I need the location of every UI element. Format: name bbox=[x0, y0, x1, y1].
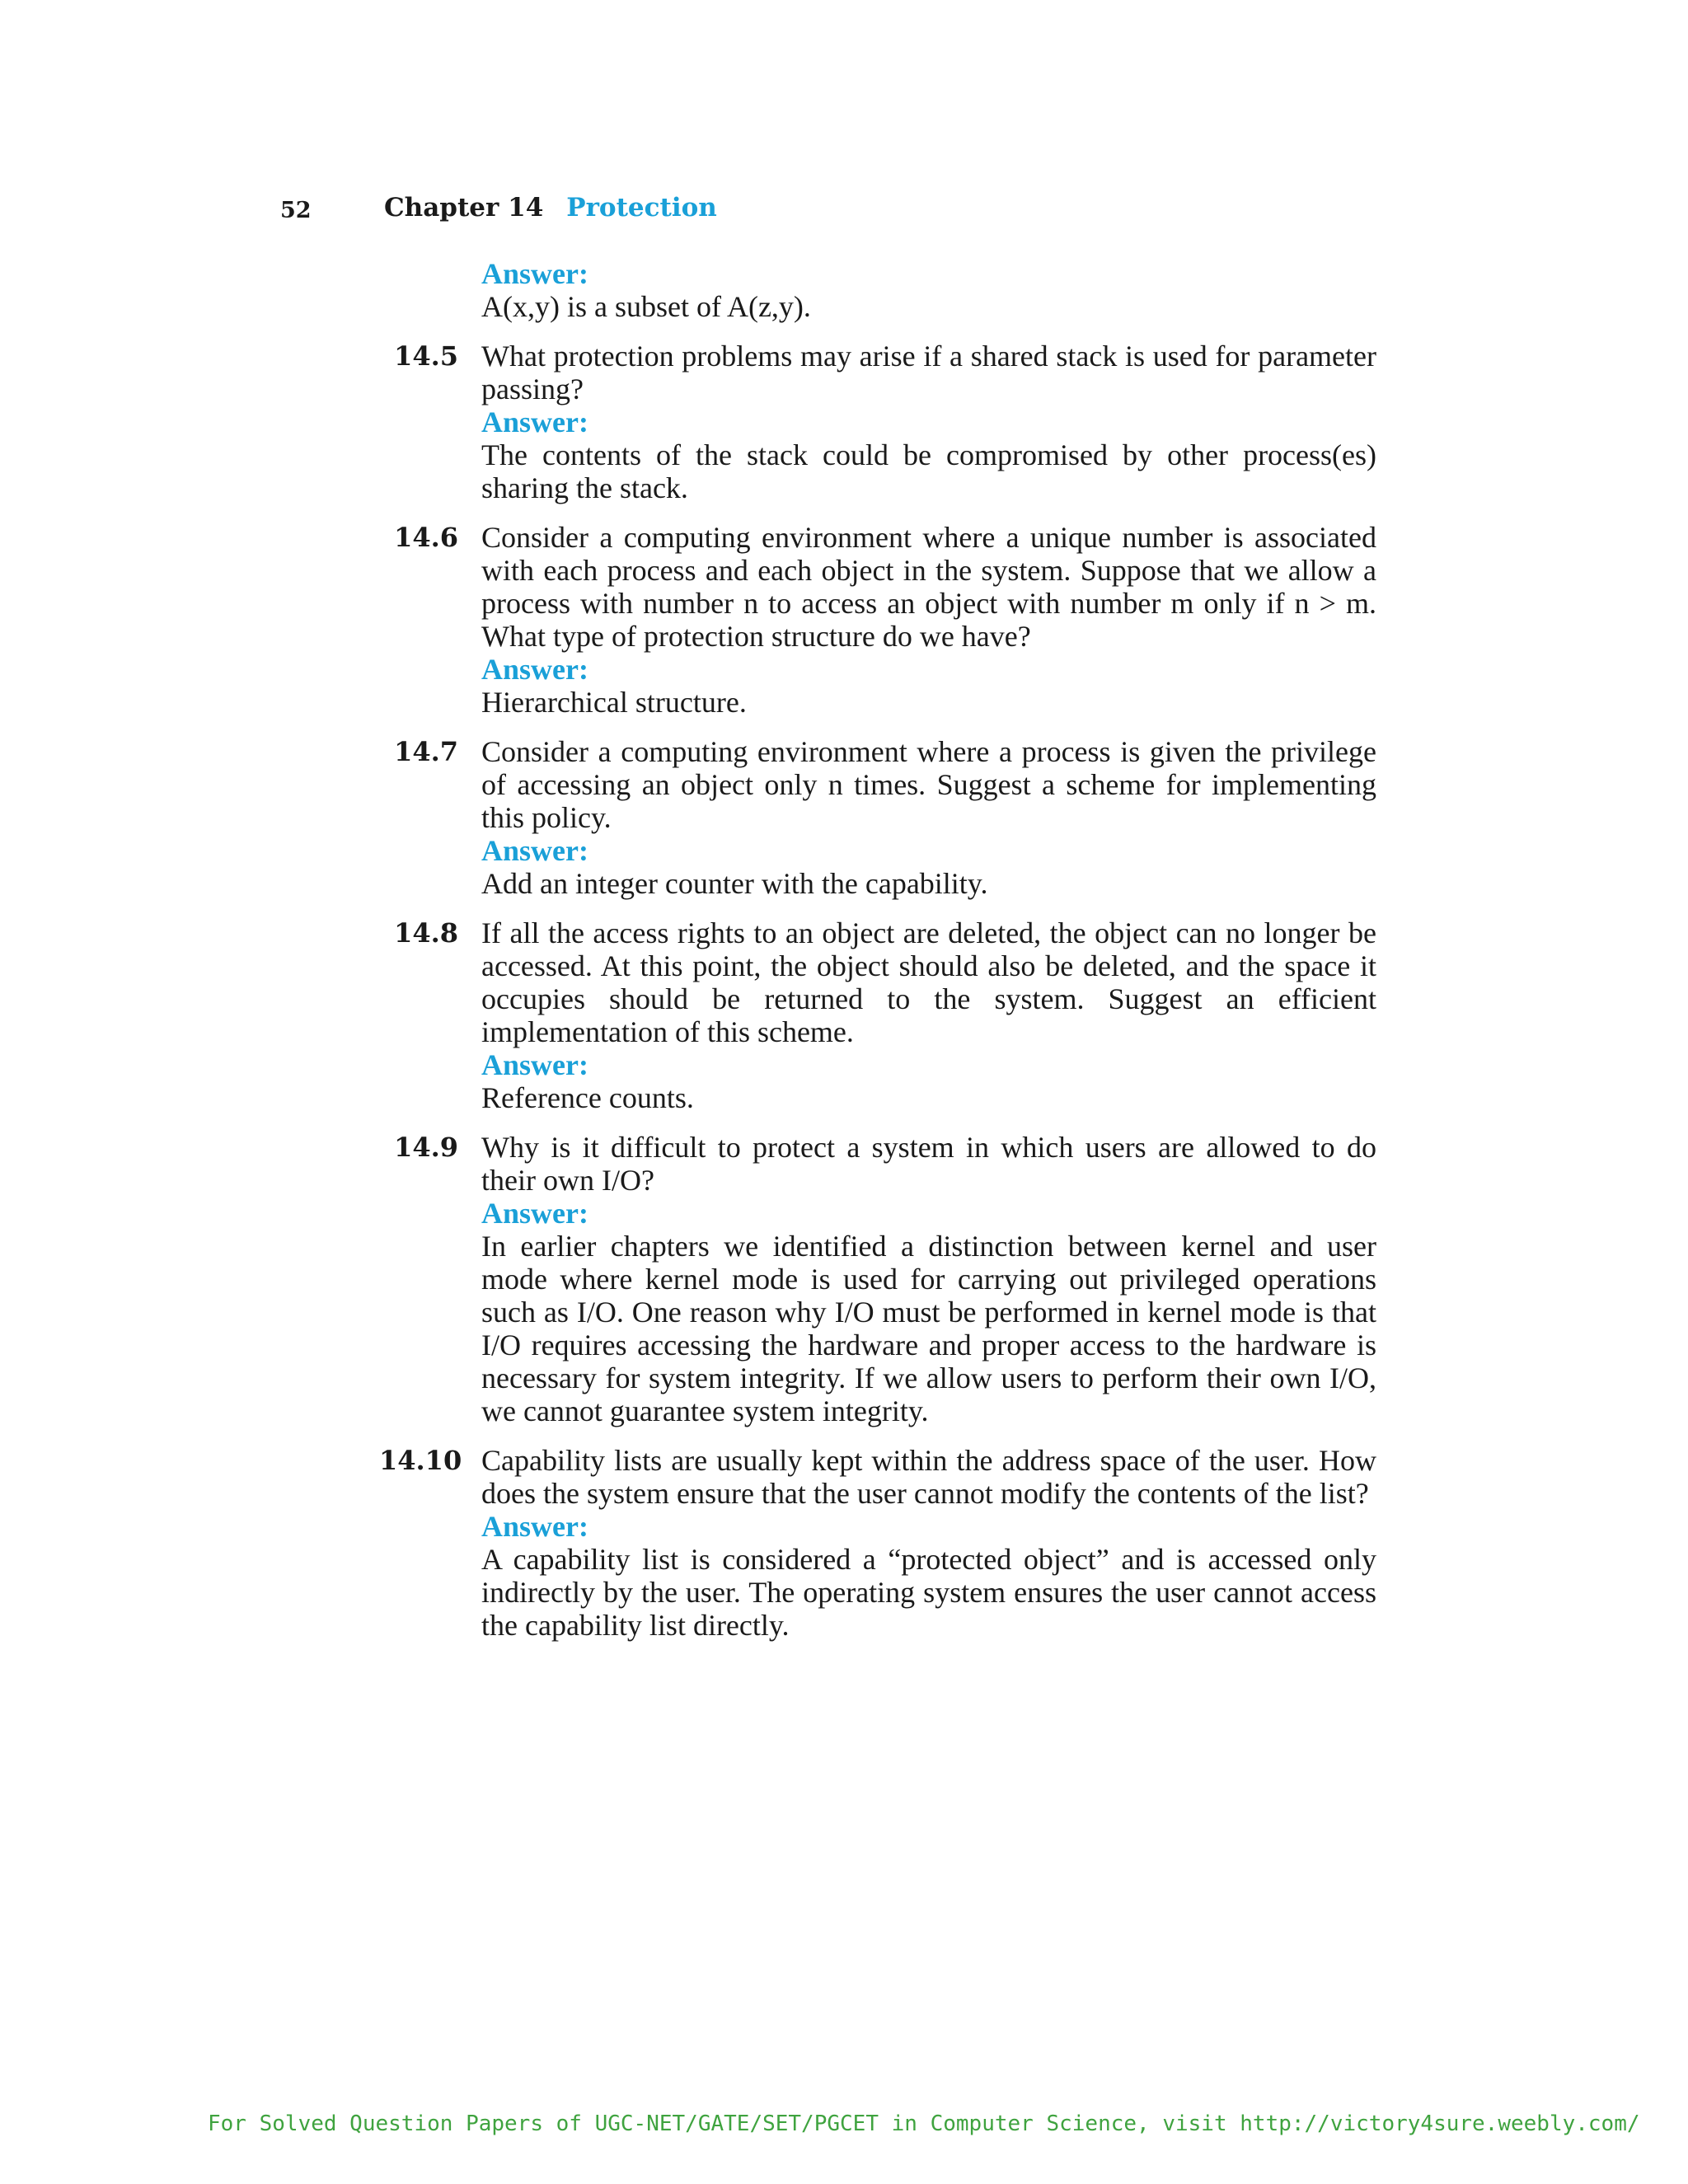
chapter-label: Chapter 14 bbox=[384, 193, 544, 223]
question-number: 14.8 bbox=[394, 917, 458, 949]
page-body bbox=[379, 257, 1376, 1658]
question-text: Consider a computing environment where a process is given the privilege of accessing an object only n times. Suggest a scheme for implementing this policy. bbox=[481, 735, 1376, 834]
answer-text: A capability list is considered a “protected object” and is accessed only indirectly by the user. The operating system ensures the user cannot access the capability list directly. bbox=[481, 1543, 1376, 1642]
question-block bbox=[379, 916, 1376, 1114]
answer-label: Answer: bbox=[481, 257, 588, 290]
answer-label: Answer: bbox=[481, 834, 588, 867]
answer-label: Answer: bbox=[481, 1510, 588, 1543]
answer-text: A(x,y) is a subset of A(z,y). bbox=[481, 290, 811, 323]
intro-answer-block bbox=[379, 257, 1376, 323]
answer-label: Answer: bbox=[481, 1048, 588, 1081]
footer-note: For Solved Question Papers of UGC-NET/GATE/SET/PGCET in Computer Science, visit http://victory4sure.weebly.com/ bbox=[208, 2111, 1640, 2136]
answer-label: Answer: bbox=[481, 1197, 588, 1230]
question-block bbox=[379, 735, 1376, 900]
question-block bbox=[379, 1131, 1376, 1427]
running-title bbox=[384, 193, 717, 223]
page-number: 52 bbox=[280, 198, 312, 223]
question-text: Consider a computing environment where a unique number is associated with each process and each object in the system. Suppose that we allow a process with number n to access an object with number m only if n > m. What type of protection structure do we have? bbox=[481, 521, 1376, 653]
answer-text: The contents of the stack could be compromised by other process(es) sharing the stack. bbox=[481, 438, 1376, 504]
section-title: Protection bbox=[566, 193, 717, 223]
question-text: If all the access rights to an object are deleted, the object can no longer be accessed. At this point, the object should also be deleted, and the space it occupies should be returned to the system. Suggest an efficient implementation of this scheme. bbox=[481, 916, 1376, 1048]
question-number: 14.6 bbox=[394, 522, 458, 553]
question-number: 14.5 bbox=[394, 340, 458, 372]
question-text: What protection problems may arise if a shared stack is used for parameter passing? bbox=[481, 340, 1376, 405]
question-text: Capability lists are usually kept within the address space of the user. How does the system ensure that the user cannot modify the contents of the list? bbox=[481, 1444, 1376, 1510]
answer-label: Answer: bbox=[481, 405, 588, 438]
question-number: 14.9 bbox=[394, 1132, 458, 1163]
question-block bbox=[379, 340, 1376, 504]
question-block bbox=[379, 521, 1376, 719]
question-number: 14.10 bbox=[379, 1445, 462, 1476]
question-number: 14.7 bbox=[394, 736, 458, 767]
answer-text: In earlier chapters we identified a distinction between kernel and user mode where kernel mode is used for carrying out privileged operations such as I/O. One reason why I/O must be performed in kernel mode is that I/O requires accessing the hardware and proper access to the hardware is necessary for system integrity. If we allow users to perform their own I/O, we cannot guarantee system integrity. bbox=[481, 1230, 1376, 1427]
answer-text: Add an integer counter with the capability. bbox=[481, 867, 988, 900]
question-block bbox=[379, 1444, 1376, 1642]
answer-text: Hierarchical structure. bbox=[481, 686, 747, 719]
question-text: Why is it difficult to protect a system in which users are allowed to do their own I/O? bbox=[481, 1131, 1376, 1197]
answer-label: Answer: bbox=[481, 653, 588, 686]
answer-text: Reference counts. bbox=[481, 1081, 694, 1114]
